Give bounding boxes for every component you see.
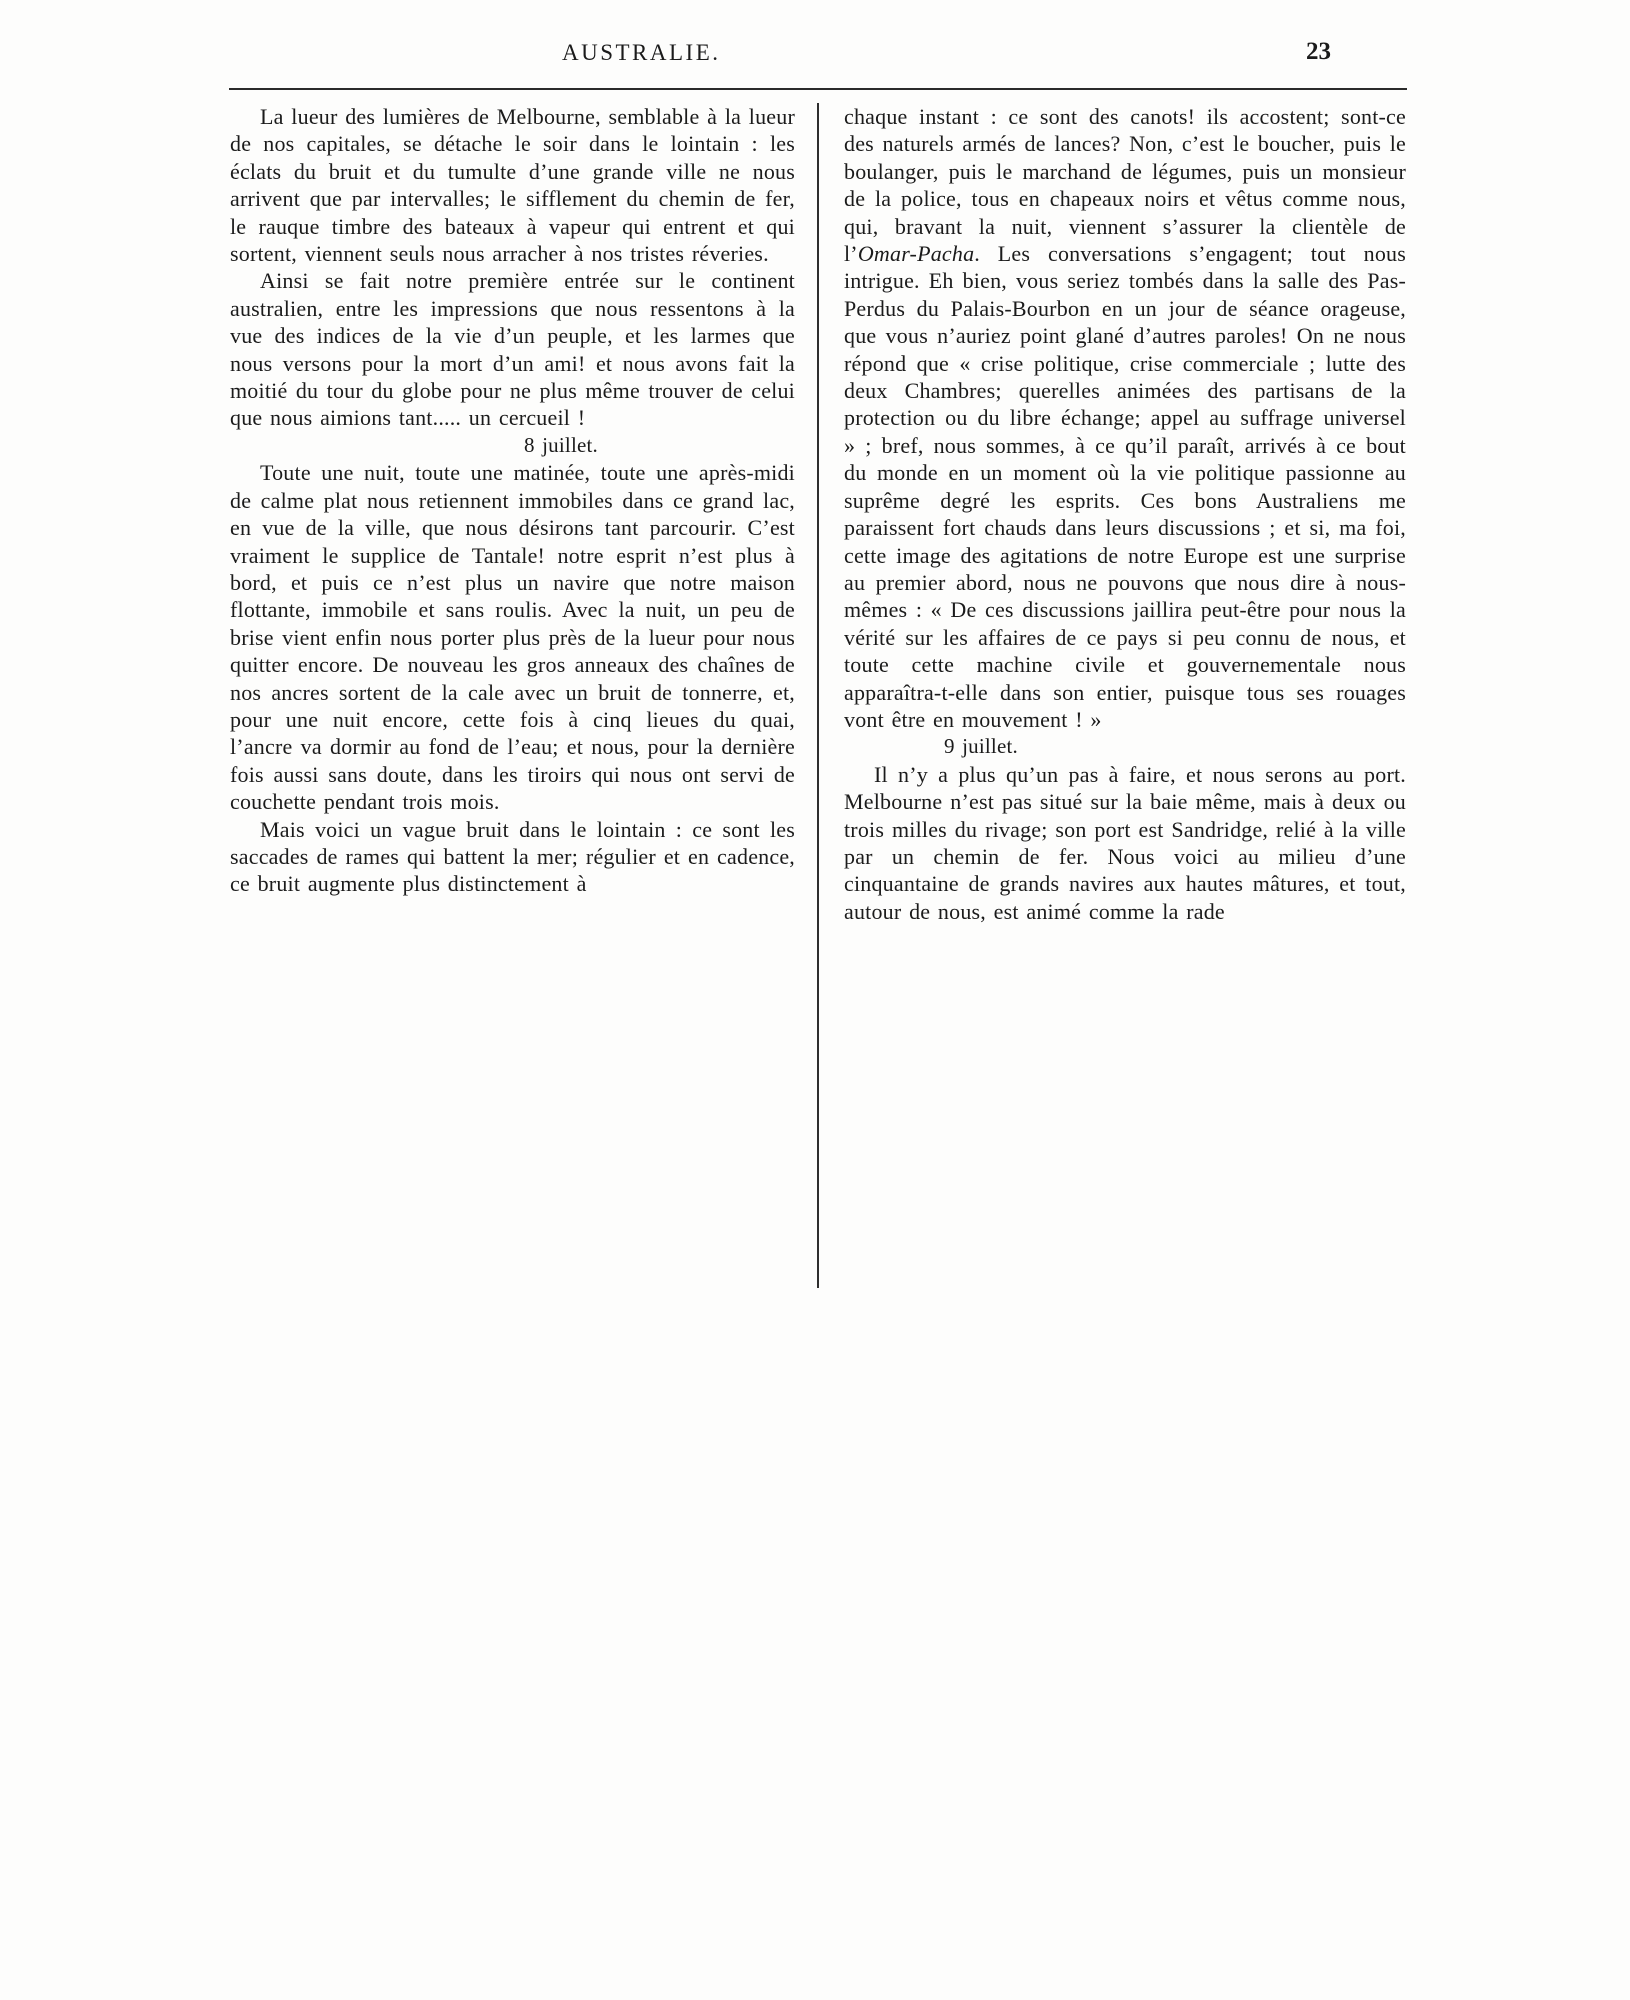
paragraph — [230, 459, 795, 815]
page-number: 23 — [1306, 38, 1331, 65]
paragraph — [230, 816, 795, 898]
column-left — [230, 103, 795, 898]
paragraph — [844, 761, 1406, 925]
paragraph — [230, 103, 795, 267]
text-columns — [230, 103, 1406, 1288]
page-header — [0, 40, 1630, 70]
page-title: AUSTRALIE. — [562, 40, 721, 65]
paragraph — [230, 267, 795, 431]
date-line: 8 juillet. — [524, 432, 598, 457]
body-text: Il n’y a plus qu’un pas à faire, et nous serons au port. Melbourne n’est pas situé sur la baie même, mais à deux ou trois milles du rivage; son port est Sandridge, relié à la ville par un chemin de fer. Nous voici au milieu d’une cinquantaine de grands navires aux hautes mâtures, et tout, autour de nous, est animé comme la rade — [844, 761, 1406, 924]
italic-text: Omar-Pacha — [857, 241, 975, 267]
column-divider — [817, 103, 819, 1288]
body-text: Mais voici un vague bruit dans le lointain : ce sont les saccades de rames qui battent la mer; régulier et en cadence, ce bruit augmente plus distinctement à — [230, 816, 795, 897]
body-text: La lueur des lumières de Melbourne, semblable à la lueur de nos capitales, se détache le soir dans le lointain : les éclats du bruit et du tumulte d’une grande ville ne nous arrivent que par intervalles; le sifflement du chemin de fer, le rauque timbre des bateaux à vapeur qui entrent et qui sortent, viennent seuls nous arracher à nos tristes réveries. — [230, 104, 795, 267]
body-text: Ainsi se fait notre première entrée sur le continent australien, entre les impressions que nous ressentons à la vue des indices de la vie d’un peuple, et les larmes que nous versons pour la mort d’un ami! et nous avons fait la moitié du tour du globe pour ne plus même trouver de celui que nous aimions tant..... un cercueil ! — [230, 268, 795, 431]
header-rule — [229, 88, 1407, 90]
paragraph — [844, 103, 1406, 733]
body-text: . Les conversations s’engagent; tout nous intrigue. Eh bien, vous seriez tombés dans la salle des Pas-Perdus du Palais-Bourbon en un jour de séance orageuse, que vous n’auriez point glané d’autres paroles! On ne nous répond que « crise politique, crise commerciale ; lutte des deux Chambres; querelles animées des partisans de la protection ou du libre échange; appel au suffrage universel » ; bref, nous sommes, à ce qu’il paraît, arrivés à ce bout du monde en un moment où la vie politique passionne au suprême degré les esprits. Ces bons Australiens me paraissent fort chauds dans leurs discussions ; et si, ma foi, cette image des agitations de notre Europe est une surprise au premier abord, nous ne pouvons que nous dire à nous-mêmes : « De ces discussions jaillira peut-être pour nous la vérité sur les affaires de ce pays si peu connu de nous, et toute cette machine civile et gouvernementale nous apparaîtra-t-elle dans son entier, puisque tous ses rouages vont être en mouvement ! » — [844, 241, 1406, 732]
column-right — [844, 103, 1406, 925]
date-line: 9 juillet. — [944, 734, 1018, 759]
body-text: Toute une nuit, toute une matinée, toute une après-midi de calme plat nous retiennent immobiles dans ce grand lac, en vue de la ville, que nous désirons tant parcourir. C’est vraiment le supplice de Tantale! notre esprit n’est plus à bord, et puis ce n’est plus un navire que notre maison flottante, immobile et sans roulis. Avec la nuit, un peu de brise vient enfin nous porter plus près de la lueur pour nous quitter encore. De nouveau les gros anneaux des chaînes de nos ancres sortent de la cale avec un bruit de tonnerre, et, pour une nuit encore, cette fois à cinq lieues du quai, l’ancre va dormir au fond de l’eau; et nous, pour la dernière fois aussi sans doute, dans les tiroirs qui nous ont servi de couchette pendant trois mois. — [230, 460, 795, 815]
body-text: chaque instant : ce sont des canots! ils accostent; sont-ce des naturels armés de lances? Non, c’est le boucher, puis le boulanger, puis le marchand de légumes, puis un monsieur de la police, tous en chapeaux noirs et vêtus comme nous, qui, bravant la nuit, viennent s’assurer la clientèle de l’ — [844, 104, 1406, 267]
